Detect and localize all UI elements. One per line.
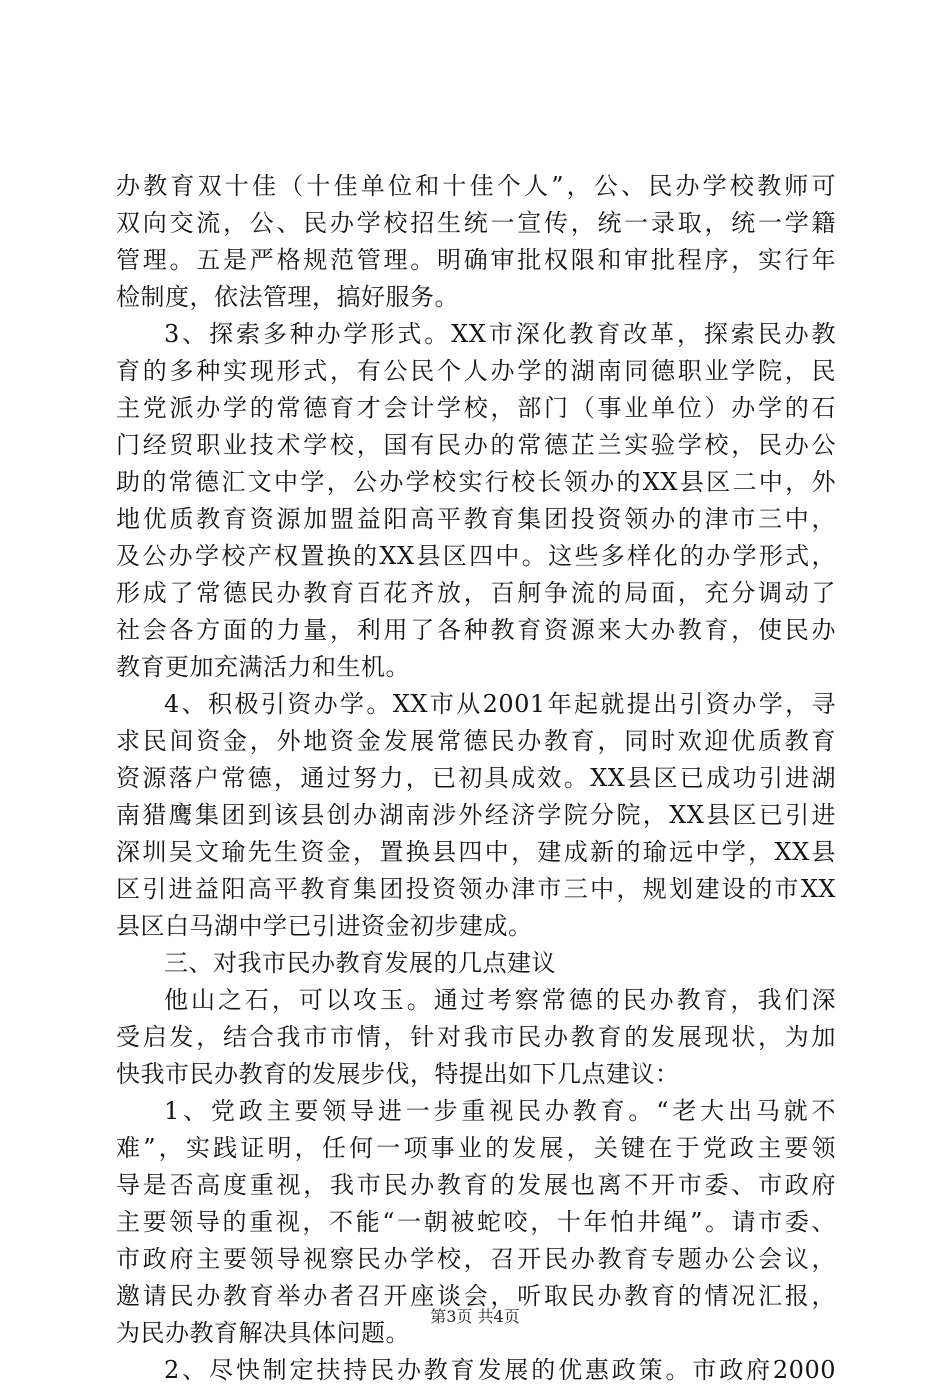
text-line: 地优质教育资源加盟益阳高平教育集团投资领办的津市三中， (116, 505, 836, 533)
text-line: 快我市民办教育的发展步伐，特提出如下几点建议： (116, 1060, 680, 1088)
text-line: 深圳吴文瑜先生资金，置换县四中，建成新的瑜远中学，XX县 (116, 838, 836, 866)
text-line: 市政府主要领导视察民办学校，召开民办教育专题办公会议， (116, 1245, 836, 1273)
text-line: 主党派办学的常德育才会计学校，部门（事业单位）办学的石 (116, 394, 836, 422)
text-line: 为民办教育解决具体问题。 (116, 1319, 410, 1347)
text-line: 社会各方面的力量，利用了各种教育资源来大办教育，使民办 (116, 616, 836, 644)
text-line: 教育更加充满活力和生机。 (116, 653, 410, 681)
text-line: 育的多种实现形式，有公民个人办学的湖南同德职业学院，民 (116, 357, 836, 385)
text-line: 他山之石，可以攻玉。通过考察常德的民办教育，我们深 (164, 986, 836, 1014)
text-line: 检制度，依法管理，搞好服务。 (116, 283, 459, 311)
text-line: 主要领导的重视，不能“一朝被蛇咬，十年怕井绳”。请市委、 (116, 1208, 836, 1236)
text-line: 门经贸职业技术学校，国有民办的常德芷兰实验学校，民办公 (116, 431, 836, 459)
text-line: 2、尽快制定扶持民办教育发展的优惠政策。市政府2000 (164, 1356, 836, 1384)
body-text (116, 168, 836, 1389)
text-line: 形成了常德民办教育百花齐放，百舸争流的局面，充分调动了 (116, 579, 836, 607)
text-line: 区引进益阳高平教育集团投资领办津市三中，规划建设的市XX (116, 875, 836, 903)
text-line: 导是否高度重视，我市民办教育的发展也离不开市委、市政府 (116, 1171, 836, 1199)
text-line: 双向交流，公、民办学校招生统一宣传，统一录取，统一学籍 (116, 209, 836, 237)
text-line: 及公办学校产权置换的XX县区四中。这些多样化的办学形式， (116, 542, 836, 570)
text-line: 求民间资金，外地资金发展常德民办教育，同时欢迎优质教育 (116, 727, 836, 755)
text-line: 管理。五是严格规范管理。明确审批权限和审批程序，实行年 (116, 246, 836, 274)
text-line: 难”，实践证明，任何一项事业的发展，关键在于党政主要领 (116, 1134, 836, 1162)
text-line: 资源落户常德，通过努力，已初具成效。XX县区已成功引进湖 (116, 764, 836, 792)
text-line: 助的常德汇文中学，公办学校实行校长领办的XX县区二中，外 (116, 468, 836, 496)
text-line: 3、探索多种办学形式。XX市深化教育改革，探索民办教 (164, 320, 836, 348)
text-line: 三、对我市民办教育发展的几点建议 (164, 949, 556, 977)
text-line: 邀请民办教育举办者召开座谈会，听取民办教育的情况汇报， (116, 1282, 836, 1310)
text-line: 1、党政主要领导进一步重视民办教育。“老大出马就不 (164, 1097, 836, 1125)
text-line: 县区白马湖中学已引进资金初步建成。 (116, 912, 533, 940)
text-line: 受启发，结合我市市情，针对我市民办教育的发展现状，为加 (116, 1023, 836, 1051)
text-line: 4、积极引资办学。XX市从2001年起就提出引资办学，寻 (164, 690, 836, 718)
page-footer: 第3页 共4页 (430, 1307, 520, 1326)
text-line: 办教育双十佳（十佳单位和十佳个人”，公、民办学校教师可 (116, 172, 836, 200)
text-line: 南猎鹰集团到该县创办湖南涉外经济学院分院，XX县区已引进 (116, 801, 836, 829)
